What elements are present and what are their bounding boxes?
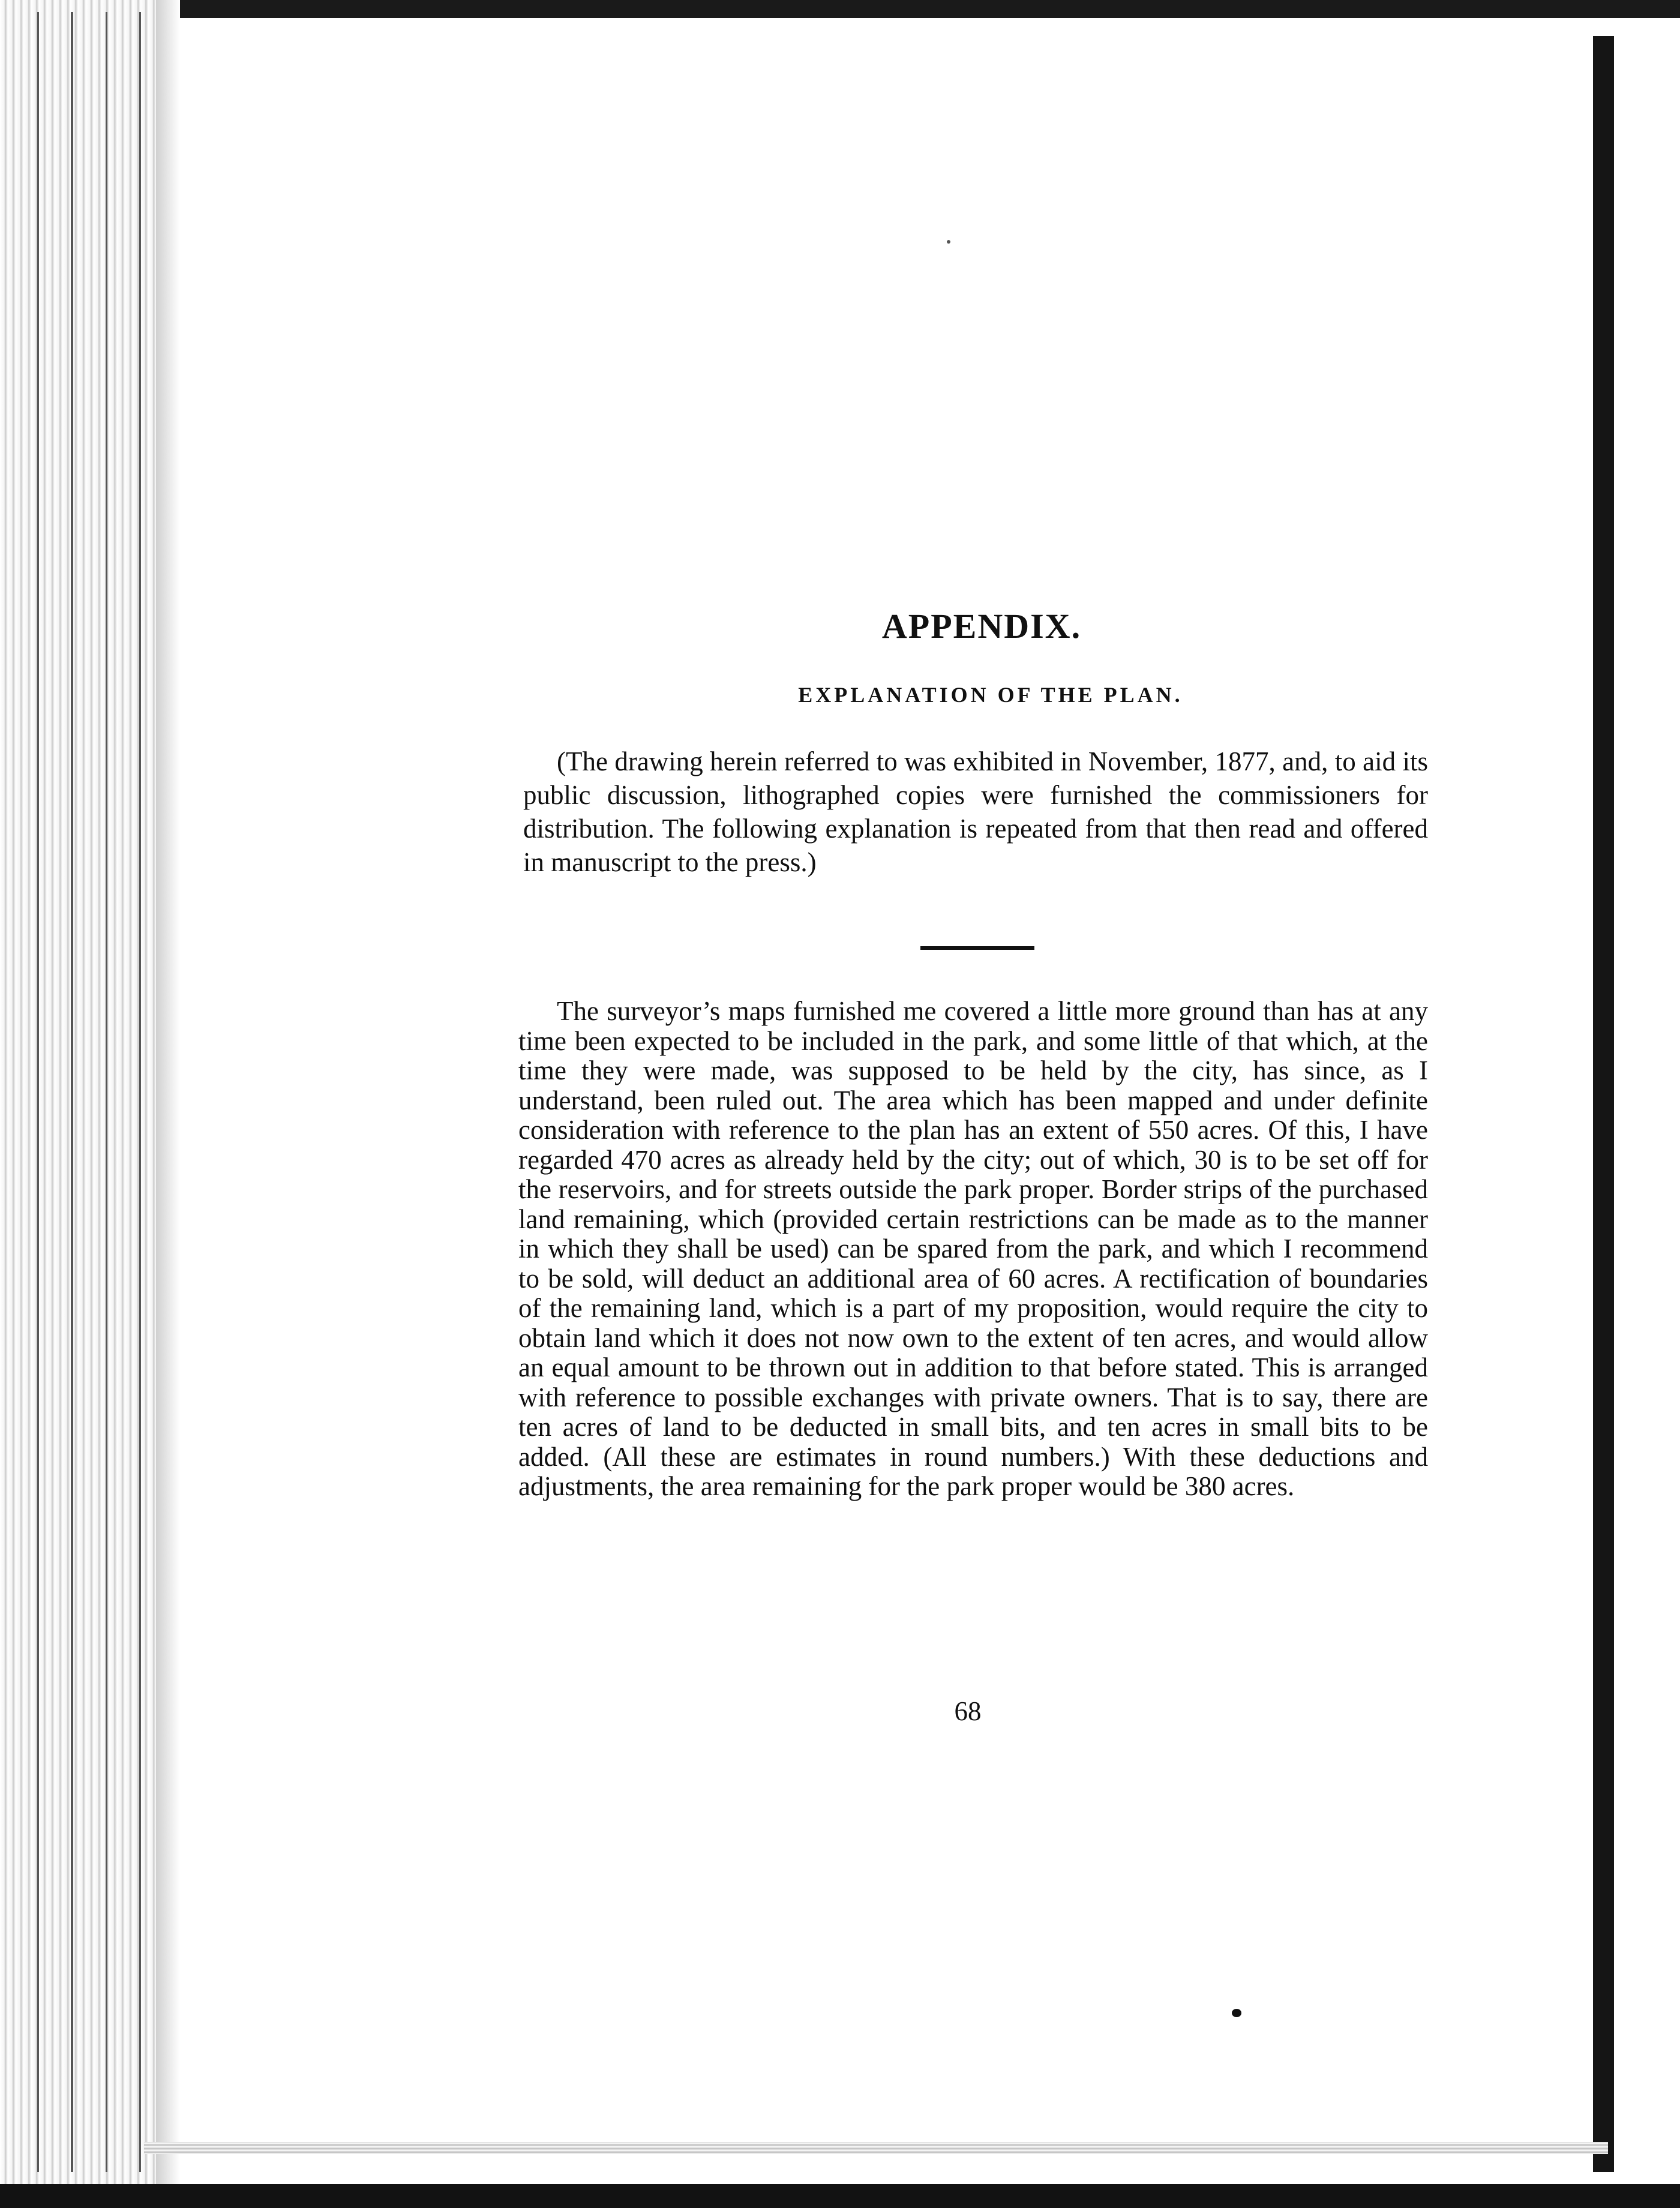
intro-note: (The drawing herein referred to was exhibited in November, 1877, and, to aid its public discussion, lithographed copies were furnished the commissioners for distribution. The following explanation is repeated from that then read and offered in manuscript to the press.) — [523, 746, 1428, 877]
facing-page-edge — [1614, 24, 1680, 2184]
page-edge-line — [106, 12, 107, 2172]
right-gutter-shadow — [1593, 36, 1614, 2172]
page-edge-line — [37, 12, 39, 2172]
page-number: 68 — [954, 1696, 982, 1726]
spine-shadow — [156, 0, 180, 2208]
page-edge-line — [139, 12, 141, 2172]
body-paragraph: The surveyor’s maps furnished me covered a little more ground than has at any time been expected to be included in the park, and some little of that which, at the time they were made, was supposed to be held by the city, has since, as I understand, been ruled out. The area which has been mapped and under definite consideration with reference to the plan has an extent of 550 acres. Of this, I have regarded 470 acres as already held by the city; out of which, 30 is to be set off for the reservoirs, and for streets outside the park proper. Border strips of the purchased land remaining, which (provided certain restrictions can be made as to the manner in which they shall be used) can be spared from the park, and which I recommend to be sold, will deduct an additional area of 60 acres. A rectification of boundaries of the remaining land, which is a part of my proposition, would require the city to obtain land which it does not now own to the extent of ten acres, and would allow an equal amount to be thrown out in addition to that before stated. This is arranged with reference to possible exchanges with private owners. That is to say, there are ten acres of land to be deducted in small bits, and ten acres in small bits to be added. (All these are estimates in round numbers.) With these deductions and adjustments, the area remaining for the park proper would be 380 acres. — [518, 996, 1428, 1501]
scan-top-shadow — [0, 0, 1680, 18]
page-content — [518, 606, 1428, 1502]
book-page-edges — [0, 0, 174, 2208]
section-heading: EXPLANATION OF THE PLAN. — [798, 683, 1183, 707]
page-edge-line — [71, 12, 73, 2172]
scan-bottom-shadow — [0, 2184, 1680, 2208]
ink-speck — [947, 240, 950, 244]
section-divider — [920, 946, 1034, 950]
page-title: APPENDIX. — [881, 607, 1082, 646]
ink-speck — [1232, 2009, 1241, 2017]
bottom-page-edge — [144, 2142, 1608, 2154]
